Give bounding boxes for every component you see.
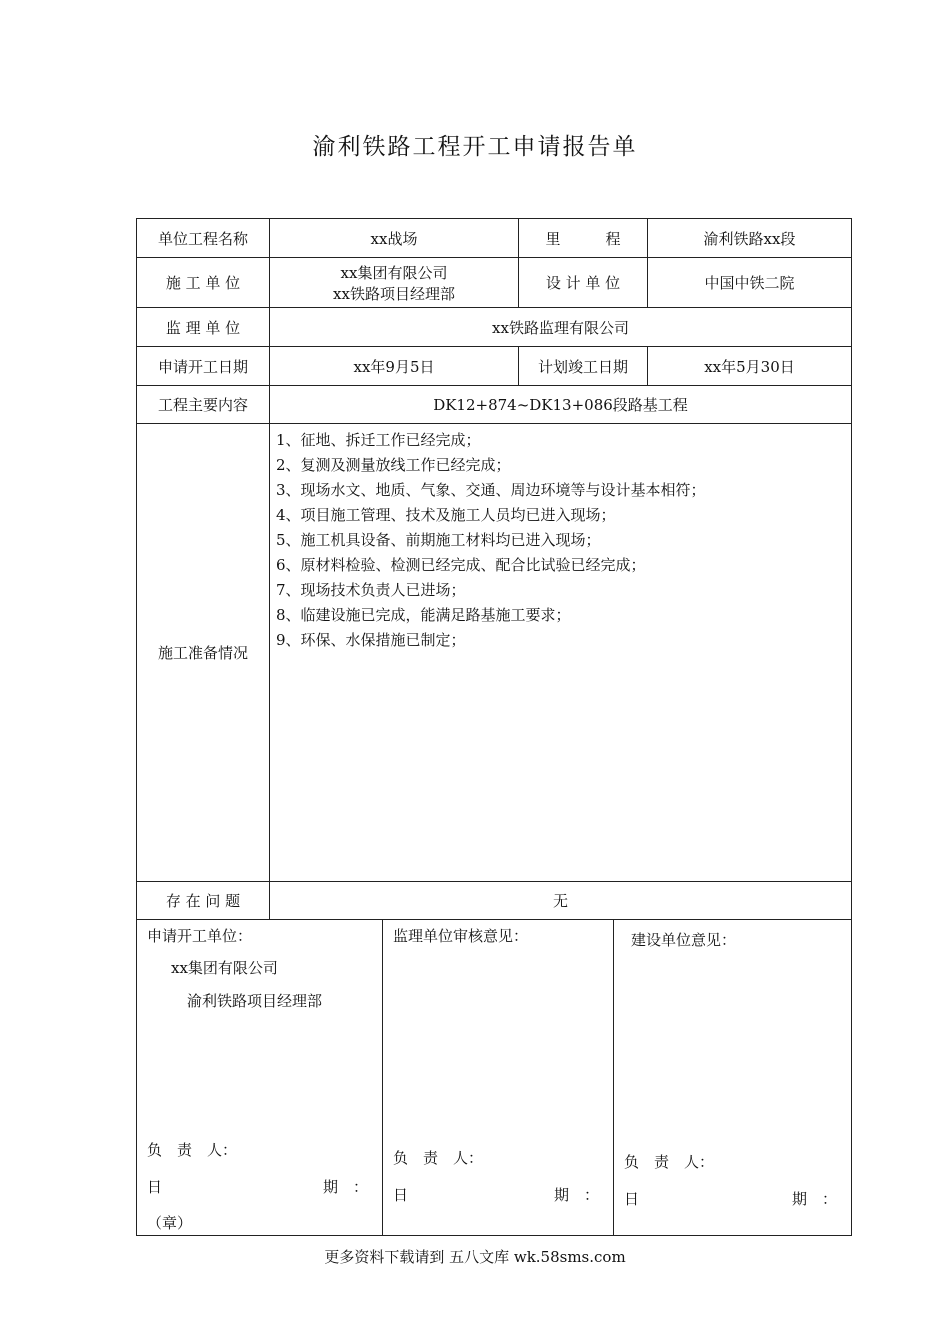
unit-project-value: xx战场 (270, 219, 519, 258)
builder-date-right: 期 ： (791, 1190, 837, 1208)
supervisor-date-right: 期 ： (553, 1186, 599, 1204)
unit-project-label: 单位工程名称 (137, 219, 270, 258)
applicant-heading: 申请开工单位： (147, 927, 253, 945)
mileage-value: 渝利铁路xx段 (648, 219, 852, 258)
list-item: 7、现场技术负责人已进场； (276, 581, 466, 599)
row-unit-project (137, 219, 852, 258)
footer-link[interactable]: 更多资料下载请到 五八文库 wk.58sms.com (324, 1248, 626, 1266)
signature-table (136, 919, 852, 1236)
construction-unit-line1: xx集团有限公司 (340, 263, 448, 282)
builder-cell (614, 919, 852, 1236)
design-unit-label: 设 计 单 位 (519, 258, 648, 308)
supervisor-cell (383, 919, 614, 1236)
applicant-date-left: 日 (147, 1178, 163, 1196)
document-title: 渝利铁路工程开工申请报告单 (312, 134, 638, 160)
completion-date-label: 计划竣工日期 (519, 347, 648, 386)
construction-unit-line2: xx铁路项目经理部 (333, 284, 455, 303)
list-item: 9、环保、水保措施已制定； (276, 631, 466, 649)
builder-person-label: 负 责 人： (624, 1153, 715, 1171)
supervisor-heading: 监理单位审核意见： (393, 927, 529, 945)
construction-unit-value (270, 258, 519, 308)
preparation-list (270, 424, 852, 882)
issues-label: 存 在 问 题 (137, 882, 270, 920)
list-item: 1、征地、拆迁工作已经完成； (276, 431, 481, 449)
list-item: 2、复测及测量放线工作已经完成； (276, 456, 511, 474)
builder-heading: 建设单位意见： (631, 931, 737, 949)
main-content-label: 工程主要内容 (137, 386, 270, 424)
completion-date-value: xx年5月30日 (648, 347, 852, 386)
list-item: 4、项目施工管理、技术及施工人员均已进入现场； (276, 506, 616, 524)
applicant-person-label: 负 责 人： (147, 1141, 238, 1159)
supervision-unit-value: xx铁路监理有限公司 (270, 308, 852, 347)
design-unit-value: 中国中铁二院 (648, 258, 852, 308)
applicant-department: 渝利铁路项目经理部 (187, 992, 323, 1010)
applicant-company: xx集团有限公司 (171, 959, 278, 977)
application-form-table (136, 218, 852, 920)
list-item: 8、临建设施已完成，能满足路基施工要求； (276, 606, 571, 624)
row-preparation (137, 424, 852, 882)
supervisor-person-label: 负 责 人： (393, 1149, 484, 1167)
applicant-seal-label: （章） (147, 1214, 193, 1232)
preparation-label: 施工准备情况 (137, 424, 270, 882)
start-date-value: xx年9月5日 (270, 347, 519, 386)
row-dates (137, 347, 852, 386)
row-construction-unit (137, 258, 852, 308)
row-supervision-unit (137, 308, 852, 347)
main-content-value: DK12+874~DK13+086段路基工程 (270, 386, 852, 424)
row-issues (137, 882, 852, 920)
start-date-label: 申请开工日期 (137, 347, 270, 386)
construction-unit-label: 施 工 单 位 (137, 258, 270, 308)
list-item: 5、施工机具设备、前期施工材料均已进入现场； (276, 531, 601, 549)
builder-date-left: 日 (624, 1190, 640, 1208)
row-main-content (137, 386, 852, 424)
supervision-unit-label: 监 理 单 位 (137, 308, 270, 347)
issues-value: 无 (270, 882, 852, 920)
list-item: 3、现场水文、地质、气象、交通、周边环境等与设计基本相符； (276, 481, 706, 499)
mileage-label: 里 程 (519, 219, 648, 258)
applicant-date-right: 期 ： (322, 1178, 368, 1196)
list-item: 6、原材料检验、检测已经完成、配合比试验已经完成； (276, 556, 646, 574)
supervisor-date-left: 日 (393, 1186, 409, 1204)
applicant-cell (137, 919, 383, 1236)
